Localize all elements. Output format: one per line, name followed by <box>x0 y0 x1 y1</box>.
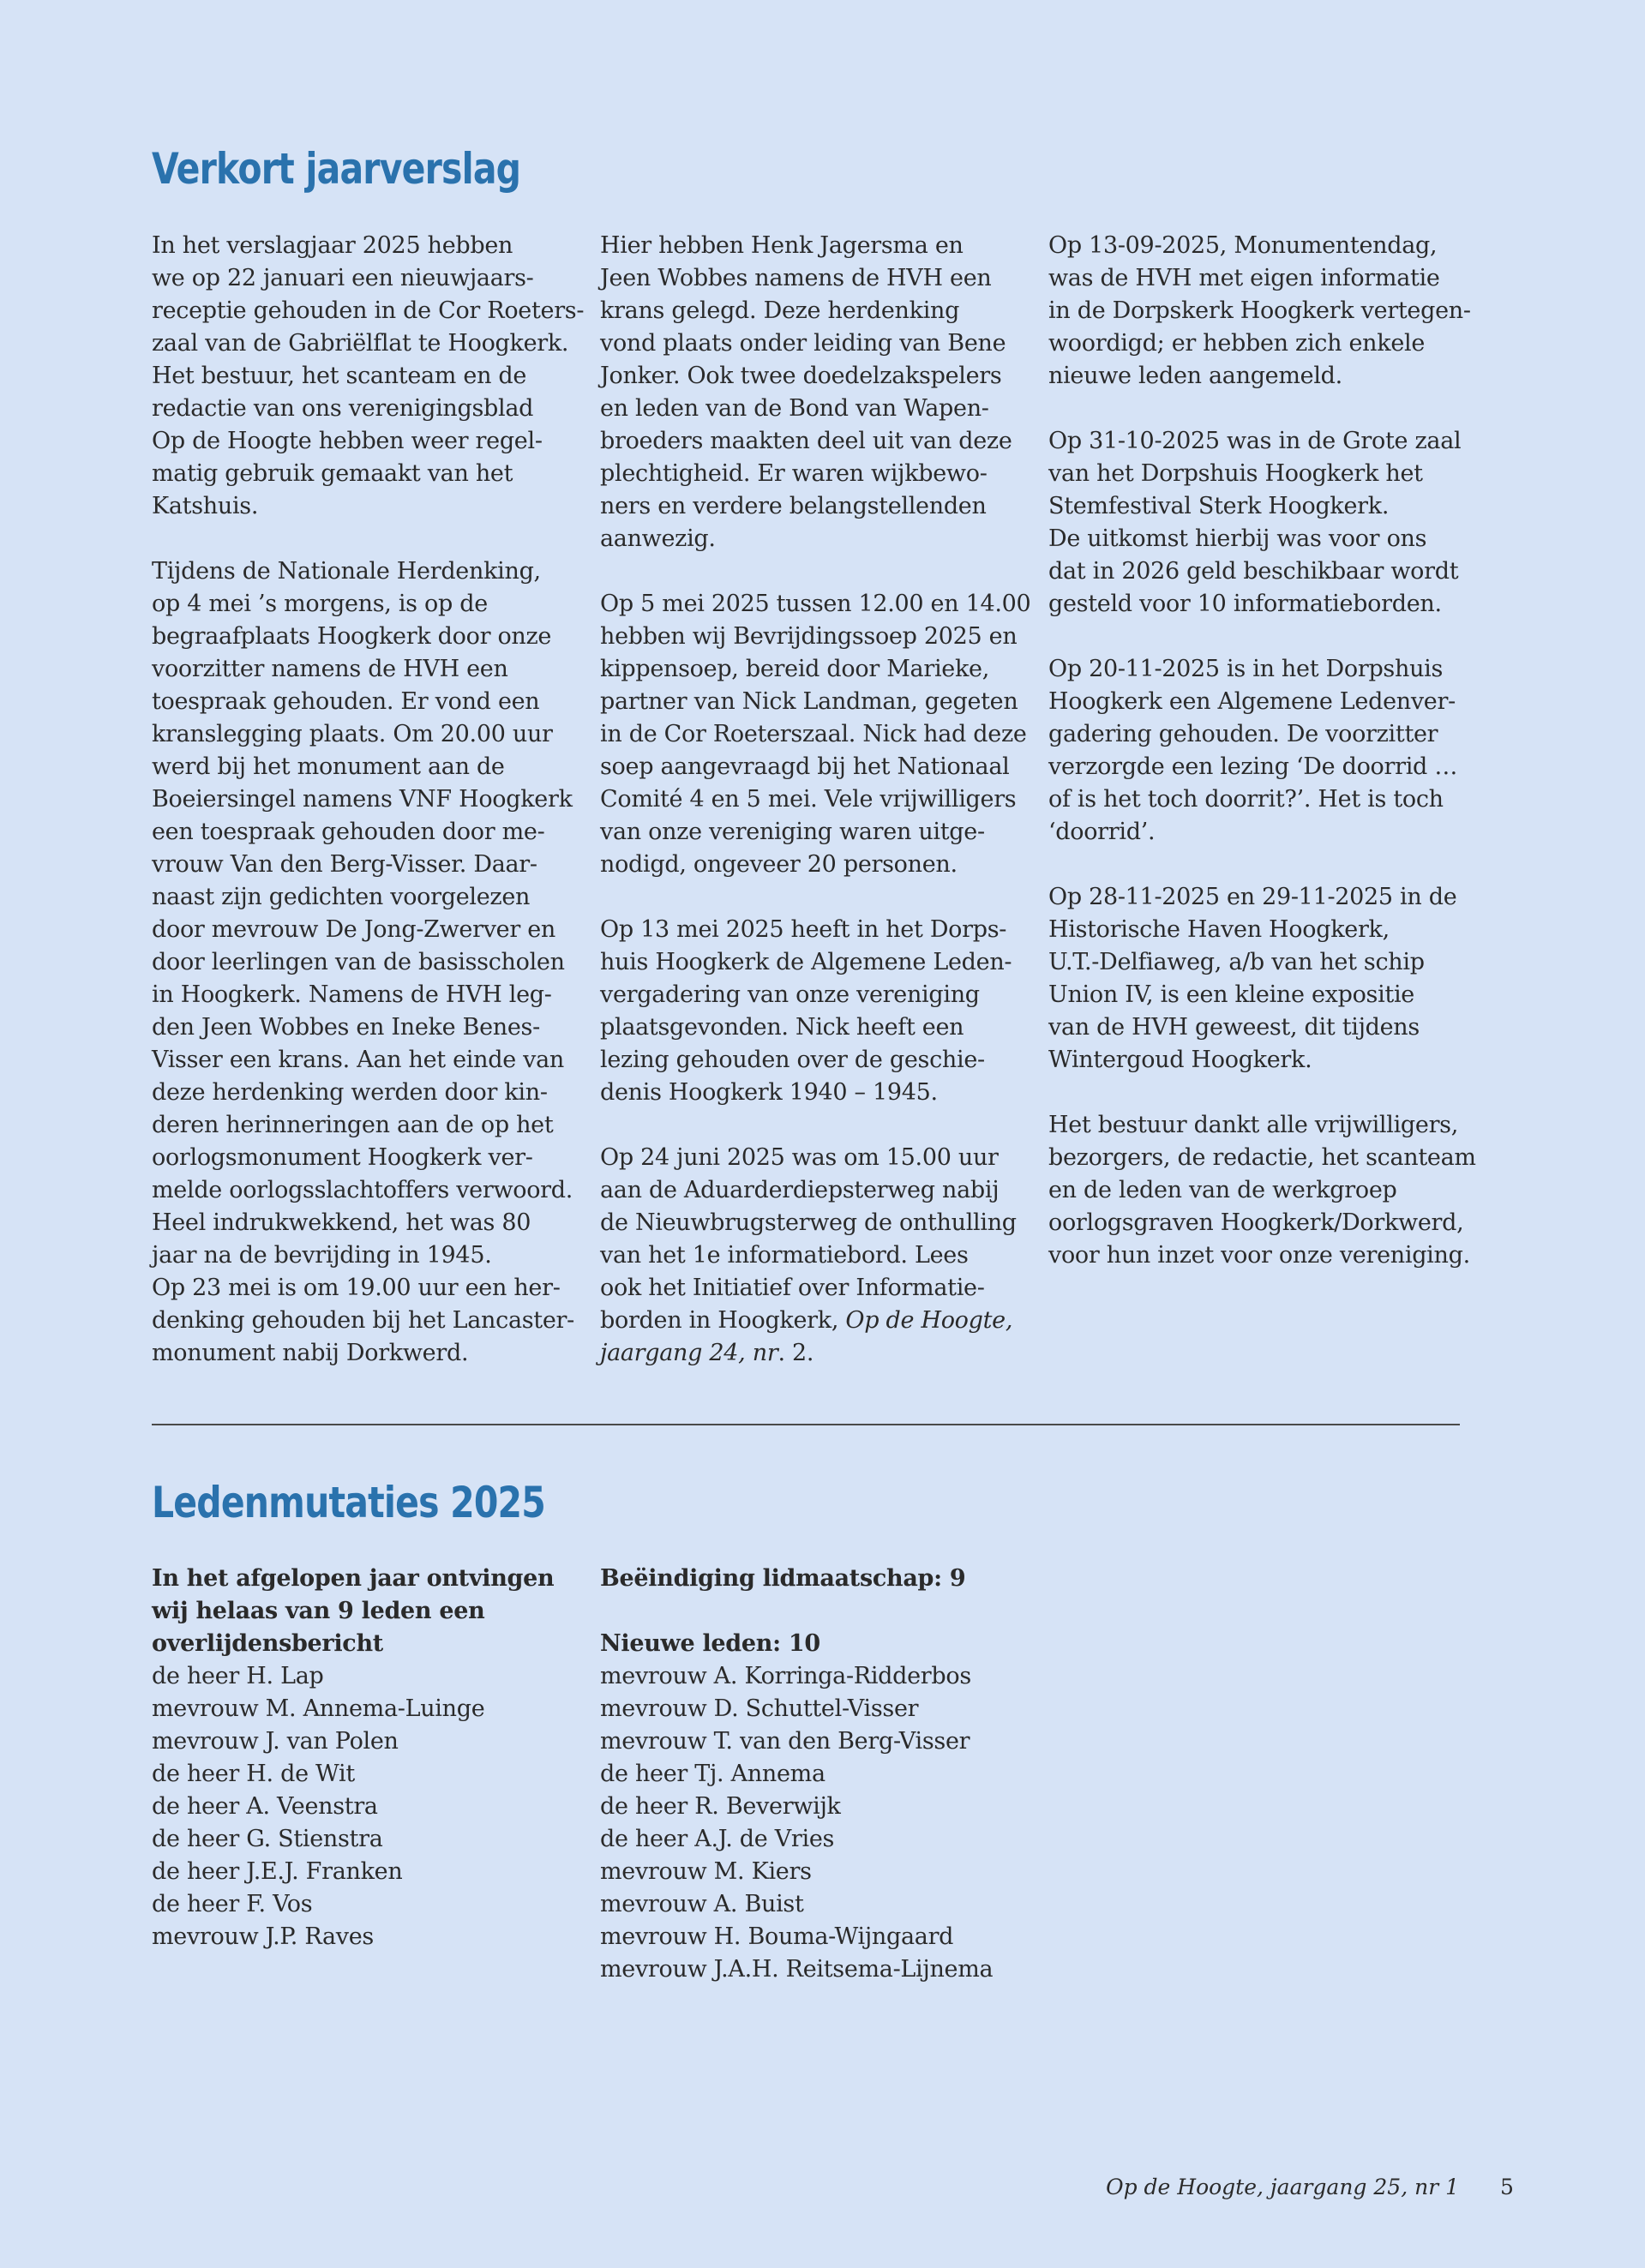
list-item: de heer A. Veenstra <box>152 1793 378 1820</box>
list-item: mevrouw H. Bouma-Wijngaard <box>600 1923 954 1950</box>
report-paragraph: Op 20-11-2025 is in het Dorpshuis Hoogkerk een Algemene Ledenver- gadering gehouden. De voorzitter verzorgde een lezing ‘De doorrid … of is het toch doorrit?’. Het is toch ‘doorrid’. <box>1048 656 1458 845</box>
list-item: de heer G. Stienstra <box>152 1826 383 1852</box>
deceased-list <box>152 1660 597 1953</box>
report-paragraph: Op 13 mei 2025 heeft in het Dorps- huis Hoogkerk de Algemene Leden- vergadering van onze vereniging plaatsgevonden. Nick heeft een lezing gehouden over de geschie- denis Hoogkerk 1940 – 1945. <box>600 916 1012 1106</box>
report-paragraph: Tijdens de Nationale Herdenking, op 4 mei ’s morgens, is op de begraafplaats Hoogkerk door onze voorzitter namens de HVH een toespraak gehouden. Er vond een kranslegging plaats. Om 20.00 uur werd bij het monument aan de Boeiersingel namens VNF Hoogkerk een toespraak gehouden door me- vrouw Van den Berg-Visser. Daar- naast zijn gedichten voorgelezen door mevrouw De Jong-Zwerver en door leerlingen van de basisscholen in Hoogkerk. Namens de HVH leg- den Jeen Wobbes en Ineke Benes- Visser een krans. Aan het einde van deze herdenking werden door kin- deren herinneringen aan de op het oorlogsmonument Hoogkerk ver- melde oorlogsslachtoffers verwoord. Heel indrukwekkend, het was 80 jaar na de bevrijding in 1945. Op 23 mei is om 19.00 uur een her- denking gehouden bij het Lancaster- monument nabij Dorkwerd. <box>152 558 574 1366</box>
report-paragraph: Op 13-09-2025, Monumentendag, was de HVH met eigen informatie in de Dorpskerk Hoogkerk vertegen- woordigd; er hebben zich enkele nieuwe leden aangemeld. <box>1048 232 1471 389</box>
list-item: de heer F. Vos <box>152 1891 313 1917</box>
paragraph-text: Op 24 juni 2025 was om 15.00 uur aan de Aduarderdiepsterweg nabij de Nieuwbrugsterweg de onthulling van het 1e informatiebord. Lees ook het Initiatief over Informatie- borden in Hoogkerk, <box>600 1144 1017 1334</box>
list-item: mevrouw M. Kiers <box>600 1858 812 1885</box>
list-item: de heer R. Beverwijk <box>600 1793 841 1820</box>
list-item: mevrouw J. van Polen <box>152 1728 399 1755</box>
page-number: 5 <box>1500 2175 1514 2199</box>
list-item: mevrouw A. Buist <box>600 1891 804 1917</box>
list-item: mevrouw D. Schuttel-Visser <box>600 1695 919 1722</box>
section-title-ledenmutaties: Ledenmutaties 2025 <box>152 1478 545 1527</box>
report-paragraph-with-reference <box>600 1142 1046 1370</box>
report-column-3 <box>1048 230 1494 1272</box>
deceased-members-column <box>152 1563 597 1953</box>
termination-count: Beëindiging lidmaatschap: 9 <box>600 1565 966 1592</box>
report-paragraph: In het verslagjaar 2025 hebben we op 22 januari een nieuwjaars- receptie gehouden in de Cor Roeters- zaal van de Gabriëlflat te Hoogkerk. Het bestuur, het scanteam en de redactie van ons verenigingsblad Op de Hoogte hebben weer regel- matig gebruik gemaakt van het Katshuis. <box>152 232 585 519</box>
report-paragraph: Op 28-11-2025 en 29-11-2025 in de Historische Haven Hoogkerk, U.T.-Delfiaweg, a/b van het schip Union IV, is een kleine expositie van de HVH geweest, dit tijdens Wintergoud Hoogkerk. <box>1048 884 1457 1073</box>
footer-publication: Op de Hoogte, jaargang 25, nr 1 <box>1106 2175 1459 2199</box>
list-item: mevrouw T. van den Berg-Visser <box>600 1728 970 1755</box>
list-item: mevrouw J.P. Raves <box>152 1923 374 1950</box>
membership-changes-column <box>600 1563 1046 1986</box>
list-item: mevrouw M. Annema-Luinge <box>152 1695 485 1722</box>
publication-reference: Op de Hoogte, jaargang 24, nr <box>600 1307 1013 1366</box>
section-title-verkort-jaarverslag: Verkort jaarverslag <box>152 144 521 194</box>
deceased-intro: In het afgelopen jaar ontvingen wij helaas van 9 leden een overlijdensbericht <box>152 1565 555 1657</box>
list-item: de heer A.J. de Vries <box>600 1826 835 1852</box>
list-item: de heer Tj. Annema <box>600 1761 826 1787</box>
section-divider <box>152 1424 1460 1425</box>
list-item: de heer H. de Wit <box>152 1761 355 1787</box>
report-paragraph: Op 31-10-2025 was in de Grote zaal van het Dorpshuis Hoogkerk het Stemfestival Sterk Hoogkerk. De uitkomst hierbij was voor ons dat in 2026 geld beschikbaar wordt gesteld voor 10 informatieborden. <box>1048 428 1462 617</box>
report-paragraph: Op 5 mei 2025 tussen 12.00 en 14.00 hebben wij Bevrijdingssoep 2025 en kippensoep, bereid door Marieke, partner van Nick Landman, gegeten in de Cor Roeterszaal. Nick had deze soep aangevraagd bij het Nationaal Comité 4 en 5 mei. Vele vrijwilligers van onze vereniging waren uitge- nodigd, ongeveer 20 personen. <box>600 591 1031 878</box>
list-item: mevrouw J.A.H. Reitsema-Lijnema <box>600 1956 994 1983</box>
list-item: de heer J.E.J. Franken <box>152 1858 403 1885</box>
report-paragraph: Hier hebben Henk Jagersma en Jeen Wobbes namens de HVH een krans gelegd. Deze herdenking vond plaats onder leiding van Bene Jonker. Ook twee doedelzakspelers en leden van de Bond van Wapen- broeders maakten deel uit van deze plechtigheid. Er waren wijkbewo- ners en verdere belangstellenden aanwezig. <box>600 232 1012 552</box>
list-item: mevrouw A. Korringa-Ridderbos <box>600 1663 971 1689</box>
list-item: de heer H. Lap <box>152 1663 324 1689</box>
paragraph-tail: . 2. <box>777 1340 814 1366</box>
new-members-label: Nieuwe leden: 10 <box>600 1630 820 1657</box>
report-paragraph: Het bestuur dankt alle vrijwilligers, bezorgers, de redactie, het scanteam en de leden van de werkgroep oorlogsgraven Hoogkerk/Dorkwerd, voor hun inzet voor onze vereniging. <box>1048 1112 1476 1269</box>
report-column-2 <box>600 230 1046 1370</box>
new-members-list <box>600 1660 1046 1986</box>
report-column-1 <box>152 230 597 1370</box>
